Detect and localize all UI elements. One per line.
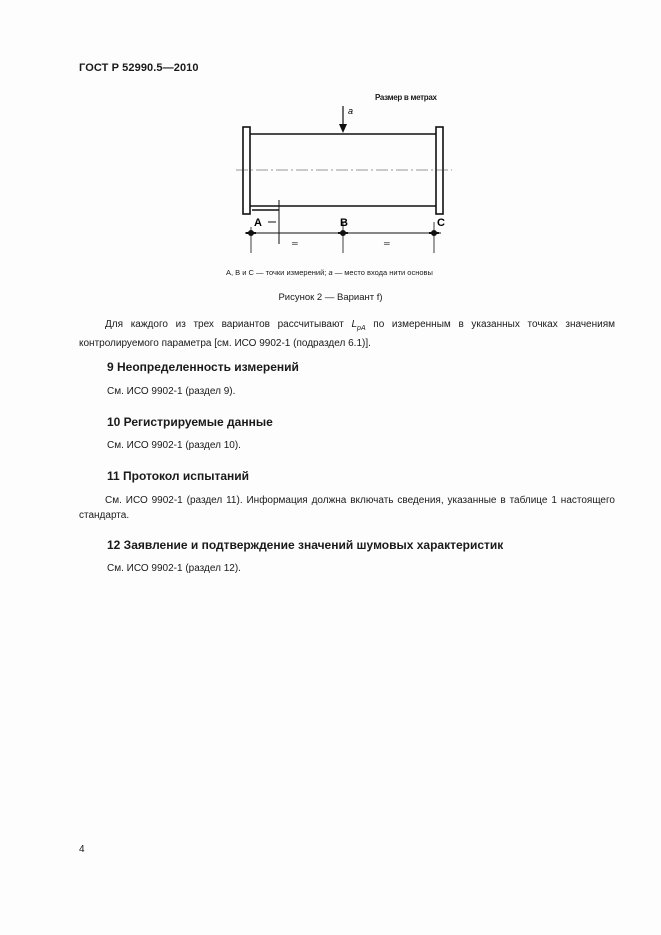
- paragraph-text-end: по измеренным в указанных точках значениям контролируемого параметра [см. ИСО 9902-1 (подраздел 6.1)].: [79, 319, 615, 349]
- figure-caption: Рисунок 2 — Вариант f): [278, 292, 383, 303]
- section-heading-10: 10 Регистрируемые данные: [107, 415, 273, 429]
- left-flange: [243, 127, 250, 214]
- paragraph-text-start: Для каждого из трех вариантов рассчитывают: [105, 319, 352, 330]
- section-text-9: См. ИСО 9902-1 (раздел 9).: [107, 386, 236, 397]
- legend-a-symbol: a: [328, 268, 333, 277]
- right-flange: [436, 127, 443, 214]
- lpa-symbol: [351, 319, 365, 330]
- lpa-sub: pA: [357, 325, 366, 332]
- point-a-label: A: [254, 217, 262, 229]
- document-code: ГОСТ Р 52990.5—2010: [79, 62, 199, 74]
- figure-unit-note: Размер в метрах: [375, 93, 437, 102]
- label-a: a: [348, 106, 354, 116]
- section-text-11: См. ИСО 9902-1 (раздел 11). Информация должна включать сведения, указанные в таблице 1 настоящего стандарта.: [79, 495, 615, 521]
- figure-legend: [226, 268, 433, 277]
- section-heading-9: 9 Неопределенность измерений: [107, 360, 299, 374]
- legend-a-desc: — место входа нити основы: [332, 268, 433, 277]
- legend-points: A, B и C: [226, 268, 254, 277]
- point-b-label: B: [340, 217, 348, 229]
- section-heading-12: 12 Заявление и подтверждение значений шумовых характеристик: [107, 538, 504, 552]
- paragraph-calculation: [79, 317, 615, 351]
- lpa-main: L: [351, 319, 358, 330]
- section-heading-11: 11 Протокол испытаний: [107, 469, 249, 483]
- point-c-label: C: [437, 217, 445, 229]
- section-text-12: См. ИСО 9902-1 (раздел 12).: [107, 563, 241, 574]
- section-text-10: См. ИСО 9902-1 (раздел 10).: [107, 440, 241, 451]
- dimension-value-1: ═: [292, 239, 298, 248]
- page-number: 4: [79, 844, 85, 855]
- arrow-a: [339, 124, 347, 133]
- figure-2-diagram: [230, 90, 470, 260]
- legend-points-desc: — точки измерений;: [253, 268, 329, 277]
- dimension-value-2: ═: [384, 239, 390, 248]
